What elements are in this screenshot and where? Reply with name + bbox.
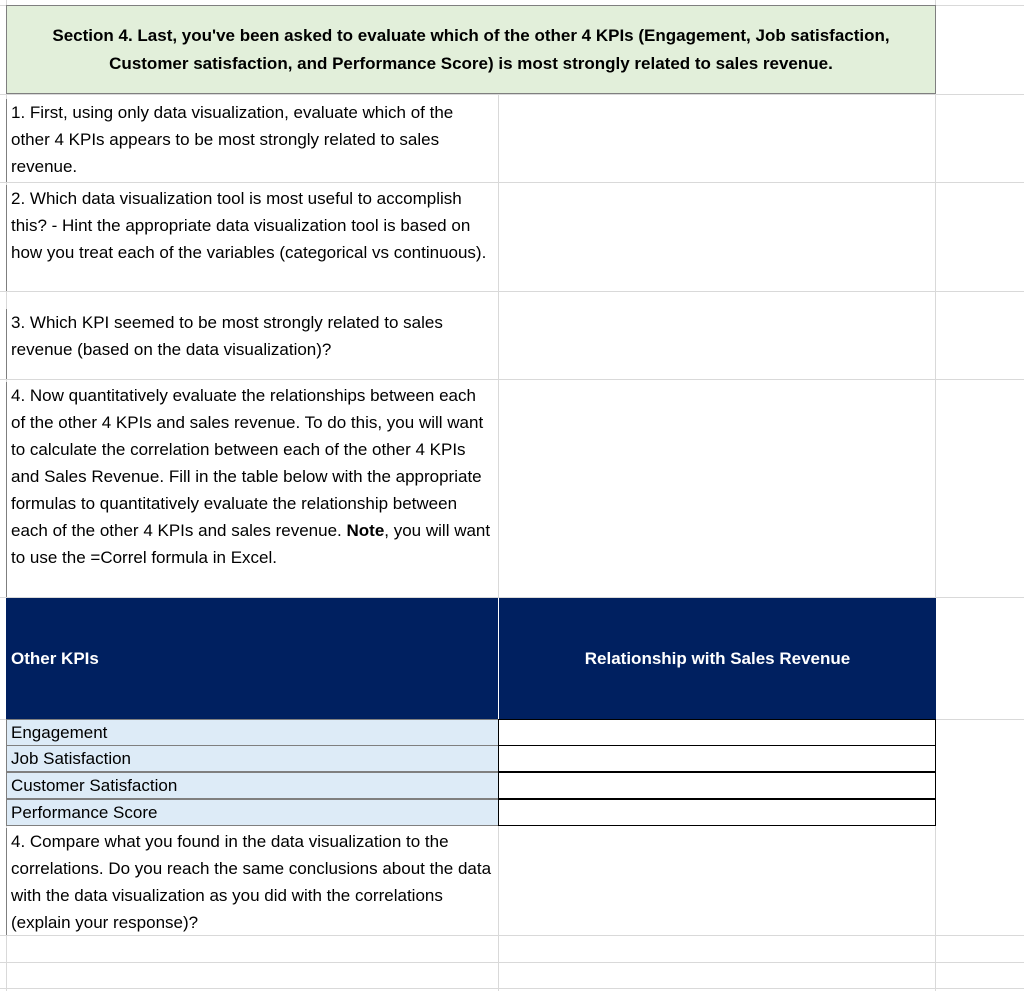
question-5-cell[interactable] [6, 828, 498, 935]
question-3-cell[interactable] [6, 309, 498, 379]
kpi-row-customer-satisfaction[interactable] [6, 772, 499, 799]
kpi-row-job-satisfaction[interactable] [6, 745, 499, 772]
gridline-row-9 [0, 988, 1024, 989]
question-4-cell[interactable] [6, 382, 498, 597]
kpi-label: Customer Satisfaction [11, 776, 178, 795]
gridline-row-3 [0, 291, 1024, 292]
section-header-cell[interactable] [6, 5, 936, 94]
gridline-row-4 [0, 379, 1024, 380]
kpi-value-engagement[interactable] [498, 719, 936, 746]
table-header-other-kpis-label: Other KPIs [11, 648, 99, 668]
gridline-col-c [935, 0, 936, 991]
kpi-value-job-satisfaction[interactable] [498, 745, 936, 772]
kpi-row-engagement[interactable] [6, 719, 499, 746]
question-4-text-end: , you will want to use the =Correl formula in Excel. [11, 521, 491, 567]
gridline-row-8 [0, 962, 1024, 963]
kpi-row-performance-score[interactable] [6, 799, 499, 826]
question-4-text: 4. Now quantitatively evaluate the relationships between each of the other 4 KPIs and sales revenue. To do this, you will want to calculate the correlation between each of the other 4 KPIs and Sales Revenue. Fill in the table below with the appropriate formulas to quantitatively evaluate the relationship between each of the other 4 KPIs and sales revenue. [11, 386, 484, 540]
gridline-row-1 [0, 94, 1024, 95]
section-header-text: Section 4. Last, you've been asked to evaluate which of the other 4 KPIs (Engagement, Job satisfaction, Customer satisfaction, and Performance Score) is most strongly related to sales revenue. [52, 25, 890, 73]
table-header-relationship-label: Relationship with Sales Revenue [584, 648, 851, 668]
gridline-col-b-lower [498, 826, 499, 991]
gridline-col-b-upper [498, 94, 499, 598]
table-header-other-kpis[interactable] [6, 598, 499, 719]
kpi-label: Engagement [11, 723, 108, 742]
kpi-value-customer-satisfaction[interactable] [498, 772, 936, 799]
kpi-label: Job Satisfaction [11, 749, 132, 768]
question-4-note-bold: Note [346, 521, 385, 540]
question-1-text: 1. First, using only data visualization, evaluate which of the other 4 KPIs appears to be most strongly related to sales revenue. [11, 103, 454, 176]
question-3-text: 3. Which KPI seemed to be most strongly related to sales revenue (based on the data visualization)? [11, 313, 443, 359]
question-2-text: 2. Which data visualization tool is most useful to accomplish this? - Hint the appropriate data visualization tool is based on how you treat each of the variables (categorical vs continuous). [11, 189, 487, 262]
kpi-value-performance-score[interactable] [498, 799, 936, 826]
gridline-row-2 [0, 182, 1024, 183]
question-5-text: 4. Compare what you found in the data visualization to the correlations. Do you reach the same conclusions about the data with the data visualization as you did with the correlations (explain your response)? [11, 832, 492, 932]
question-2-cell[interactable] [6, 185, 498, 291]
kpi-label: Performance Score [11, 803, 158, 822]
table-header-relationship[interactable] [499, 598, 936, 719]
question-1-cell[interactable] [6, 99, 498, 182]
